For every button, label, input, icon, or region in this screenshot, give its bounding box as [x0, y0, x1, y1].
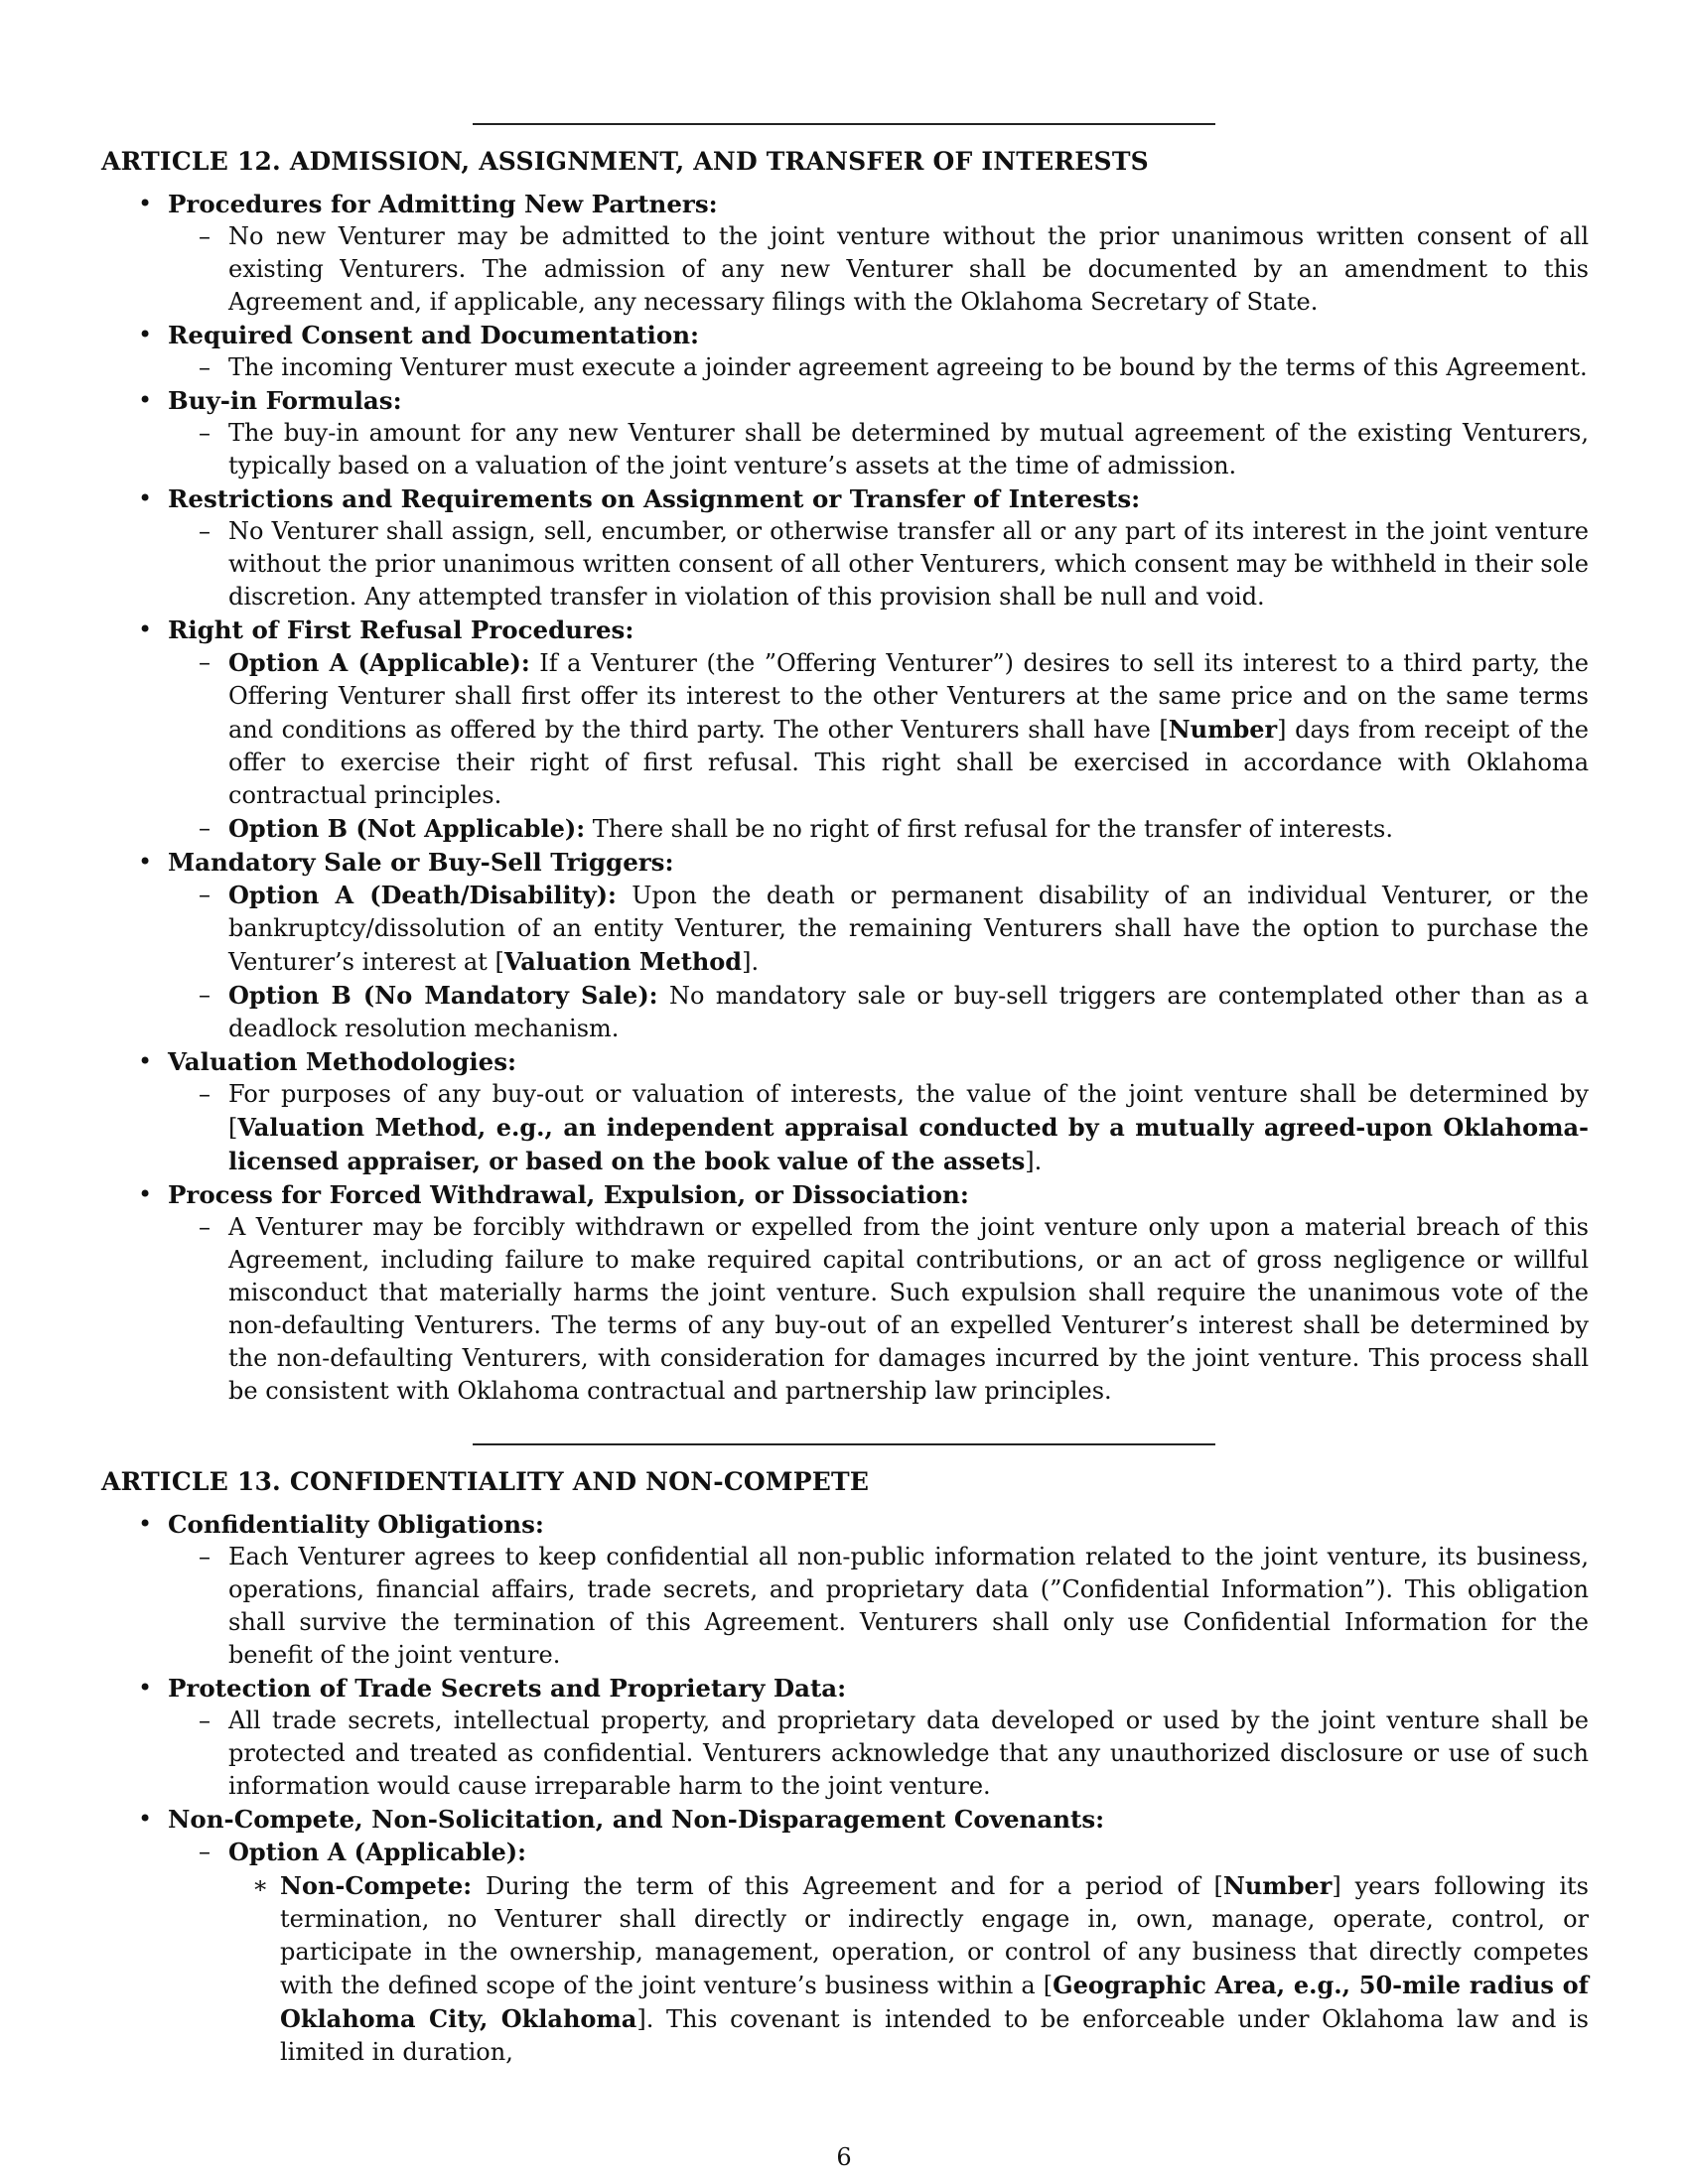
article-13-list — [101, 1508, 1589, 2069]
list-item — [101, 188, 1589, 319]
dash-icon: – — [199, 981, 211, 1009]
sub-item: – Option B (Not Applicable): There shall be no right of first refusal for the transfer of interests. — [199, 814, 1393, 843]
item-title: Valuation Methodologies: — [168, 1047, 517, 1076]
article-12-heading: ARTICLE 12. ADMISSION, ASSIGNMENT, AND TRANSFER OF INTERESTS — [101, 147, 1149, 176]
dash-icon: – — [199, 648, 211, 676]
list-item — [101, 1803, 1589, 2069]
dash-icon: – — [199, 1080, 211, 1108]
sub-item: – Option A (Applicable): ∗ Non-Compete: During the term of this Agreement and for a period of [Number] years following its termination, no Venturer shall directly or indirectly engage in, own, manage, operate, control, or participate in the ownership, management, operation, or control of any business that directly competes with the defined scope of the joint venture’s business within a [Geographic Area, e.g., 50-mile radius of Oklahoma City, Oklahoma]. This covenant is intended to be enforceable under Oklahoma law and is limited in duration, — [168, 1836, 1589, 2069]
list-item — [101, 1672, 1589, 1803]
list-item — [101, 1508, 1589, 1672]
sub-item: – No new Venturer may be admitted to the joint venture without the prior unanimous written consent of all existing Venturers. The admission of any new Venturer shall be documented by an amendment to this Agreement and, if applicable, any necessary filings with the Oklahoma Secretary of State. — [199, 222, 1589, 316]
dash-icon: – — [199, 222, 211, 250]
item-title: Process for Forced Withdrawal, Expulsion, or Dissociation: — [168, 1180, 969, 1209]
dash-icon: – — [199, 1213, 211, 1241]
sub-item: – All trade secrets, intellectual property, and proprietary data developed or used by the joint venture shall be protected and treated as confidential. Venturers acknowledge that any unauthorized disclosure or use of such information would cause irreparable harm to the joint venture. — [199, 1706, 1589, 1800]
article-13-heading: ARTICLE 13. CONFIDENTIALITY AND NON-COMPETE — [101, 1467, 870, 1496]
bullet-icon: • — [138, 190, 153, 217]
list-item — [101, 1178, 1589, 1408]
sub-item: – The incoming Venturer must execute a joinder agreement agreeing to be bound by the terms of this Agreement. — [168, 351, 1589, 384]
bullet-icon: • — [138, 321, 153, 348]
item-title: Buy-in Formulas: — [168, 386, 402, 415]
bullet-icon: • — [138, 1674, 153, 1702]
bullet-icon: • — [138, 1510, 153, 1538]
item-title: Confidentiality Obligations: — [168, 1510, 544, 1539]
sub-item: – Option B (No Mandatory Sale): No mandatory sale or buy-sell triggers are contemplated other than as a deadlock resolution mechanism. — [199, 981, 1589, 1042]
dash-icon: – — [199, 353, 211, 381]
list-item — [101, 482, 1589, 614]
sub-item: – Option A (Applicable): If a Venturer (the ”Offering Venturer”) desires to sell its interest to a third party, the Offering Venturer shall first offer its interest to the other Venturers at the same price and on the same terms and conditions as offered by the third party. The other Venturers shall have [Number] days from receipt of the offer to exercise their right of first refusal. This right shall be exercised in accordance with Oklahoma contractual principles. — [199, 648, 1590, 809]
sub-item: – For purposes of any buy-out or valuation of interests, the value of the joint venture shall be determined by [Valuation Method, e.g., an independent appraisal conducted by a mutually agreed-upon Oklahoma-licensed appraiser, or based on the book value of the assets]. — [199, 1080, 1589, 1175]
sub-item: – Each Venturer agrees to keep confidential all non-public information related to the joint venture, its business, operations, financial affairs, trade secrets, and proprietary data (”Confidential Information”). This obligation shall survive the termination of this Agreement. Venturers shall only use Confidential Information for the benefit of the joint venture. — [199, 1543, 1589, 1669]
item-title: Restrictions and Requirements on Assignment or Transfer of Interests: — [168, 484, 1141, 513]
dash-icon: – — [199, 419, 211, 447]
list-item — [101, 1045, 1589, 1178]
bullet-icon: • — [138, 386, 153, 414]
dash-icon: – — [199, 881, 211, 908]
page-number: 6 — [836, 2143, 852, 2171]
document-page — [101, 109, 1589, 2069]
sub-item: – A Venturer may be forcibly withdrawn or expelled from the joint venture only upon a material breach of this Agreement, including failure to make required capital contributions, or an act of gross negligence or willful misconduct that materially harms the joint venture. Such expulsion shall require the unanimous vote of the non-defaulting Venturers. The terms of any buy-out of an expelled Venturer’s interest shall be determined by the non-defaulting Venturers, with consideration for damages incurred by the joint venture. This process shall be consistent with Oklahoma contractual and partnership law principles. — [199, 1213, 1589, 1405]
item-title: Mandatory Sale or Buy-Sell Triggers: — [168, 848, 674, 877]
dash-icon: – — [199, 1706, 211, 1734]
item-title: Non-Compete, Non-Solicitation, and Non-Disparagement Covenants: — [168, 1805, 1105, 1834]
sub-item: – Option A (Death/Disability): Upon the death or permanent disability of an individual Venturer, or the bankruptcy/dissolution of an entity Venturer, the remaining Venturers shall have the option to purchase the Venturer’s interest at [Valuation Method]. — [199, 881, 1589, 976]
bullet-icon: • — [138, 615, 153, 643]
section-divider — [473, 1443, 1215, 1445]
bullet-icon: • — [138, 848, 153, 876]
list-item — [101, 319, 1589, 384]
list-item — [101, 846, 1589, 1045]
item-title: Required Consent and Documentation: — [168, 321, 700, 349]
item-title: Right of First Refusal Procedures: — [168, 615, 634, 644]
sub-item: – No Venturer shall assign, sell, encumber, or otherwise transfer all or any part of its interest in the joint venture without the prior unanimous written consent of all other Venturers, which consent may be withheld in their sole discretion. Any attempted transfer in violation of this provision shall be null and void. — [199, 517, 1589, 611]
sub-sub-item: ∗ Non-Compete: During the term of this Agreement and for a period of [Number] years following its termination, no Venturer shall directly or indirectly engage in, own, manage, operate, control, or participate in the ownership, management, operation, or control of any business that directly competes with the defined scope of the joint venture’s business within a [Geographic Area, e.g., 50-mile radius of Oklahoma City, Oklahoma]. This covenant is intended to be enforceable under Oklahoma law and is limited in duration, — [252, 1871, 1589, 2066]
bullet-icon: • — [138, 484, 153, 512]
section-divider — [473, 123, 1215, 125]
item-title: Protection of Trade Secrets and Proprietary Data: — [168, 1674, 847, 1703]
item-title: Procedures for Admitting New Partners: — [168, 190, 718, 218]
bullet-icon: • — [138, 1805, 153, 1833]
list-item — [101, 614, 1589, 846]
bullet-icon: • — [138, 1047, 153, 1075]
list-item — [101, 384, 1589, 482]
dash-icon: – — [199, 1543, 211, 1570]
asterisk-icon: ∗ — [252, 1871, 269, 1899]
bullet-icon: • — [138, 1180, 153, 1208]
sub-item: – The buy-in amount for any new Venturer shall be determined by mutual agreement of the existing Venturers, typically based on a valuation of the joint venture’s assets at the time of admission. — [199, 419, 1589, 479]
dash-icon: – — [199, 517, 211, 545]
article-12-list — [101, 188, 1589, 1408]
dash-icon: – — [199, 814, 211, 842]
dash-icon: – — [199, 1838, 211, 1865]
